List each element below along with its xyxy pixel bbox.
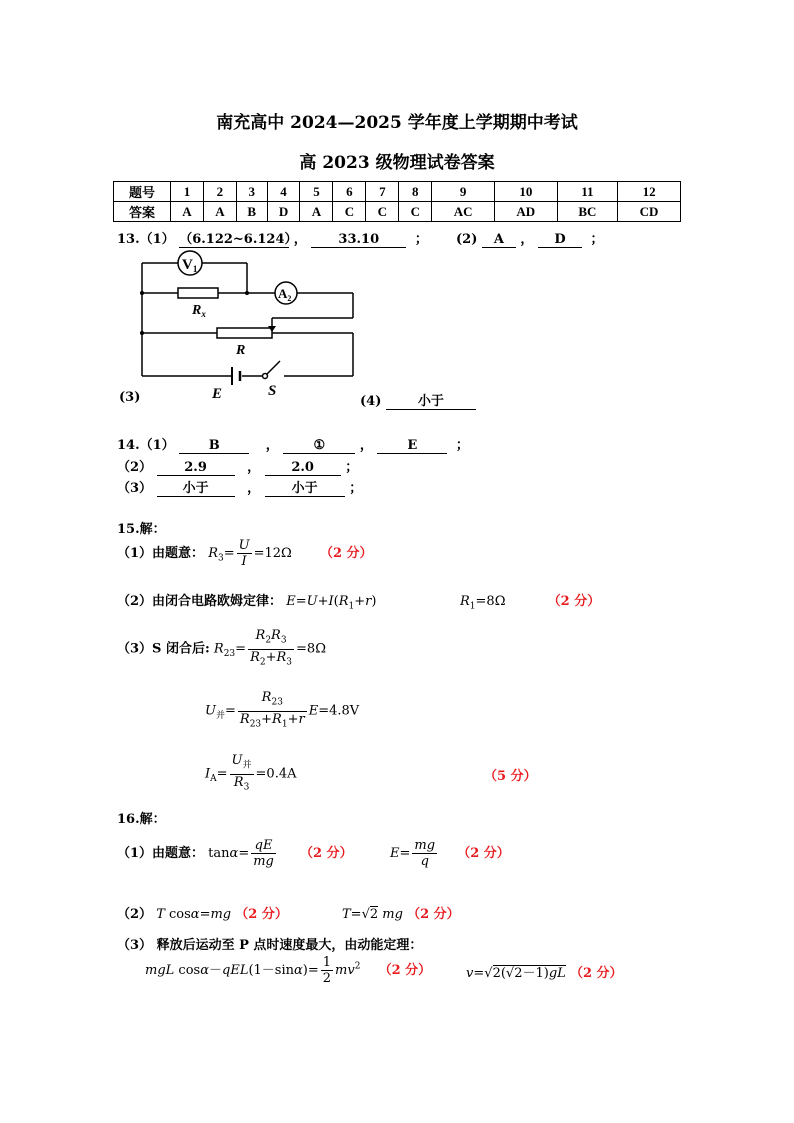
q16-part1-score-a: （2 分） <box>300 846 353 861</box>
q15-part1: （1）由题意： $R_3=$ $\frac{U}{I}$ =12Ω （2 分） <box>117 538 373 569</box>
q16-part2-tension: T=√2 mg （2 分） <box>342 907 460 922</box>
q16-part1-field: E= $\frac{mg}{q}$ （2 分） <box>390 838 510 869</box>
q15-part2-label: （2）由闭合电路欧姆定律： <box>117 594 283 609</box>
q15-part2: （2）由闭合电路欧姆定律： $E=U+I(R_1+r)$ <box>117 594 377 612</box>
fraction-mg-over-q: $\frac{mg}{q}$ <box>414 838 436 869</box>
q16-part1-label: （1）由题意： <box>117 846 205 861</box>
q15-part3-voltage: $U_并=$ $\frac{R_{23}}{R_{23}+R_1+r}$ E=4.8V <box>205 690 359 732</box>
q14-line2: （2） 2.9 ， 2.0 ； <box>117 460 359 475</box>
answer-value: BC <box>557 202 617 222</box>
q13-answer-2: 33.10 <box>311 232 406 248</box>
q15-part3-u: =4.8V <box>318 703 360 719</box>
answer-value: C <box>333 202 366 222</box>
q16-part2: （2） T cosα=mg （2 分） <box>117 907 288 922</box>
s-label: S <box>268 383 277 399</box>
q15-part3-score: （5 分） <box>484 769 537 784</box>
q16-part3-equation: mgL cosα－qEL(1－sinα)= $\frac{1}{2}$ $mv^2$ （2 分） <box>145 955 432 986</box>
fraction-u-over-r3: $\frac{U_并}{R_3}$ <box>230 753 254 795</box>
q15-part1-label: （1）由题意： <box>117 546 205 561</box>
sub-bing: 并 <box>215 711 225 722</box>
q13-answer-5: 小于 <box>386 390 476 410</box>
answer-value: AD <box>494 202 557 222</box>
q16-part3-label: （3） 释放后运动至 P 点时速度最大，由动能定理： <box>117 938 423 953</box>
answer-value: A <box>300 202 333 222</box>
q16-part2-score-a: （2 分） <box>235 907 288 922</box>
q16-part1: （1）由题意： tanα= $\frac{qE}{mg}$ （2 分） <box>117 838 353 869</box>
answer-value: CD <box>618 202 681 222</box>
question-row-label: 题号 <box>114 182 171 202</box>
q16-part3-score-b: （2 分） <box>569 966 623 981</box>
q13-line1: 13.（1） （6.122~6.124） ， 33.10 ； <box>117 228 428 248</box>
q14-answer-6: 小于 <box>157 477 235 497</box>
answer-table <box>113 181 681 222</box>
fraction-one-half: $\frac{1}{2}$ <box>322 955 332 986</box>
question-number: 6 <box>333 182 366 202</box>
q14-label-3: （3） <box>117 481 153 496</box>
q14-answer-4: 2.9 <box>157 460 235 476</box>
q13-answer-3: A <box>482 232 516 248</box>
q15-part3-r23: =8Ω <box>296 641 326 657</box>
q15-heading: 15.解： <box>117 522 166 537</box>
question-number: 10 <box>494 182 557 202</box>
resistor-r <box>217 328 272 338</box>
fraction-r2r3: $\frac{R_2R_3}{R_2+R_3}$ <box>248 628 294 670</box>
circuit-diagram <box>130 248 370 400</box>
answer-value: C <box>399 202 432 222</box>
q16-part2-score-b: （2 分） <box>407 907 460 922</box>
question-number: 5 <box>300 182 333 202</box>
q14-answer-2: ① <box>283 438 355 454</box>
fraction-voltage-divider: $\frac{R_{23}}{R_{23}+R_1+r}$ <box>238 690 307 732</box>
e-label: E <box>212 386 223 400</box>
question-number: 11 <box>557 182 617 202</box>
q14-answer-3: E <box>377 438 447 454</box>
q16-part3-score-a: （2 分） <box>378 963 432 978</box>
q14-line3: （3） 小于 ， 小于 ； <box>117 477 362 497</box>
answer-value: C <box>366 202 399 222</box>
q15-part1-result: =12Ω <box>253 546 292 561</box>
fraction-u-over-i: $\frac{U}{I}$ <box>238 538 250 569</box>
question-row <box>114 182 681 202</box>
q13-answer-4: D <box>538 232 582 248</box>
question-number: 7 <box>366 182 399 202</box>
question-number: 4 <box>267 182 300 202</box>
q13-label: 13.（1） <box>117 232 175 247</box>
q14-answer-1: B <box>179 438 249 454</box>
rx-label: $R_x$ <box>192 303 206 319</box>
q16-part1-score-b: （2 分） <box>457 846 510 861</box>
q15-part2-score: （2 分） <box>547 594 601 609</box>
q13-part4-label: (4) <box>360 394 382 409</box>
v1-label: $V_1$ <box>182 257 198 274</box>
question-number: 2 <box>203 182 236 202</box>
answer-value: AC <box>432 202 495 222</box>
answer-value: A <box>203 202 236 222</box>
q16-part3-velocity: v=√2(√2－1)gL （2 分） <box>466 966 623 981</box>
answer-row-label: 答案 <box>114 202 171 222</box>
answer-value: D <box>267 202 300 222</box>
a2-label: $A_2$ <box>278 286 292 303</box>
q13-part3-label: (3) <box>119 390 141 405</box>
q16-heading: 16.解： <box>117 812 166 827</box>
q13-part4 <box>360 390 476 410</box>
answer-row <box>114 202 681 222</box>
q13-answer-1: （6.122~6.124） <box>179 228 289 248</box>
q15-part2-r1-value: =8Ω <box>475 594 506 609</box>
resistor-rx <box>178 288 218 298</box>
q16-part2-label: （2） <box>117 907 153 922</box>
q14-answer-7: 小于 <box>265 477 345 497</box>
q15-part3: （3）S 闭合后: $R_{23}=$ $\frac{R_2R_3}{R_2+R_3}$ =8Ω <box>117 628 326 670</box>
q15-part1-score: （2 分） <box>319 546 373 561</box>
answer-value: A <box>171 202 204 222</box>
answer-value: B <box>236 202 267 222</box>
question-number: 3 <box>236 182 267 202</box>
q14-label-1: 14.（1） <box>117 438 175 453</box>
page-subtitle: 高 2023 级物理试卷答案 <box>299 153 495 173</box>
r-label: R <box>236 343 246 358</box>
q14-label-2: （2） <box>117 460 153 475</box>
sub-a: A <box>210 774 217 785</box>
q14-answer-5: 2.0 <box>265 460 341 476</box>
question-number: 1 <box>171 182 204 202</box>
q15-part3-label: （3）S 闭合后: <box>117 641 210 657</box>
q15-part3-current: $I_A=$ $\frac{U_并}{R_3}$ =0.4A <box>205 753 297 795</box>
question-number: 12 <box>618 182 681 202</box>
q14-line1: 14.（1） B ， ① ， E ； <box>117 438 469 453</box>
q15-part3-i: =0.4A <box>255 766 297 782</box>
q13-line1b: (2) A ， D ； <box>456 232 604 247</box>
question-number: 8 <box>399 182 432 202</box>
q13-part2-label: (2) <box>456 232 478 247</box>
question-number: 9 <box>432 182 495 202</box>
page-title: 南充高中 2024—2025 学年度上学期期中考试 <box>216 113 578 133</box>
fraction-qe-over-mg: $\frac{qE}{mg}$ <box>253 838 274 869</box>
q15-part2-r1: $R_1=8\Omega$ （2 分） <box>460 594 601 612</box>
